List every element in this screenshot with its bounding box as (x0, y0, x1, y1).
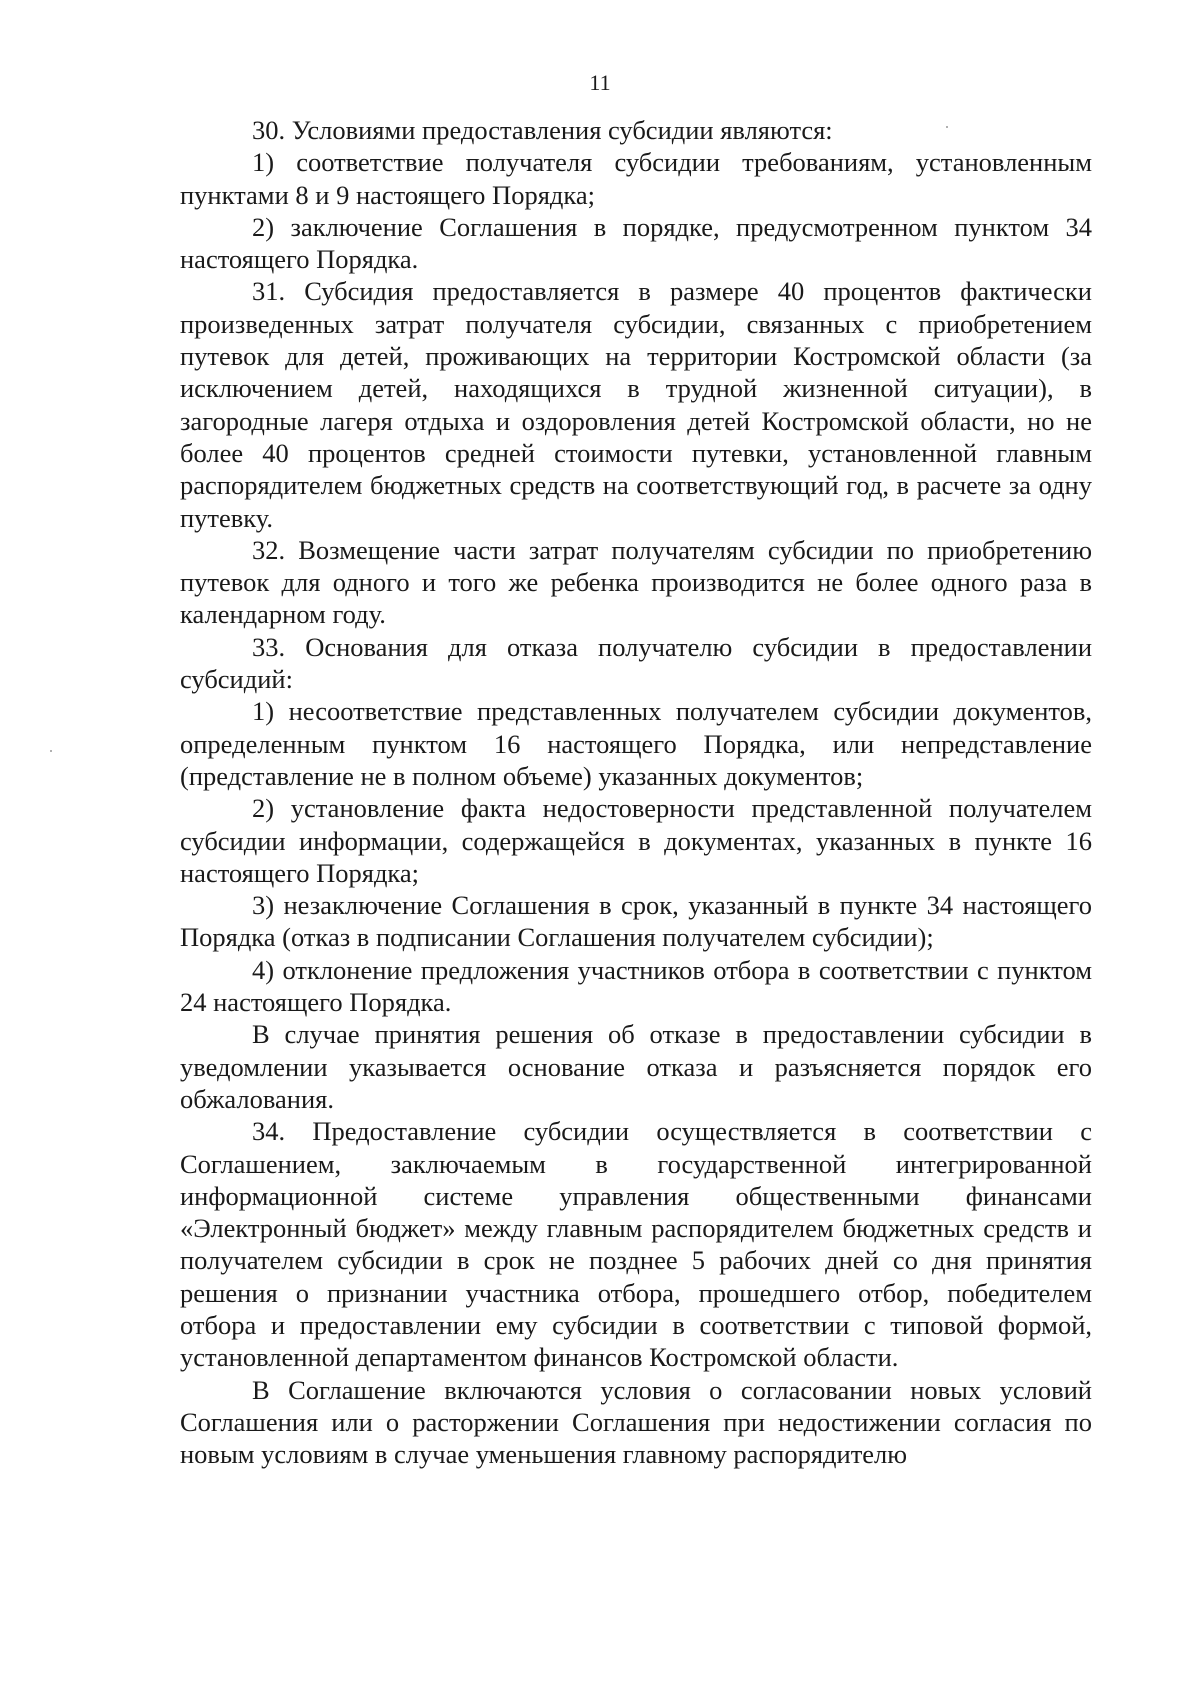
paragraph-refusal-notice: В случае принятия решения об отказе в предоставлении субсидии в уведомлении указывается основание отказа и разъясняется порядок его обжалования. (180, 1019, 1092, 1114)
paragraph-33-item-2: 2) установление факта недостоверности представленной получателем субсидии информации, содержащейся в документах, указанных в пункте 16 настоящего Порядка; (180, 793, 1092, 888)
paragraph-33-item-1: 1) несоответствие представленных получателем субсидии документов, определенным пунктом 16 настоящего Порядка, или непредставление (представление не в полном объеме) указанных документов; (180, 696, 1092, 791)
document-body (180, 114, 1092, 1470)
scan-speck (946, 126, 948, 128)
paragraph-33-intro: 33. Основания для отказа получателю субсидии в предоставлении субсидий: (180, 631, 1092, 695)
paragraph-34: 34. Предоставление субсидии осуществляется в соответствии с Соглашением, заключаемым в государственной интегрированной информационной системе управления общественными финансами «Электронный бюджет» между главным распорядителем бюджетных средств и получателем субсидии в срок не позднее 5 рабочих дней со дня принятия решения о признании участника отбора, прошедшего отбор, победителем отбора и предоставлении ему субсидии в соответствии с типовой формой, установленной департаментом финансов Костромской области. (180, 1116, 1092, 1373)
paragraph-agreement-terms: В Соглашение включаются условия о согласовании новых условий Соглашения или о расторжении Соглашения при недостижении согласия по новым условиям в случае уменьшения главному распорядителю (180, 1374, 1092, 1470)
scan-speck (50, 750, 52, 752)
paragraph-30-item-2: 2) заключение Соглашения в порядке, предусмотренном пунктом 34 настоящего Порядка. (180, 211, 1092, 275)
page-number: 11 (589, 70, 611, 95)
paragraph-30-item-1: 1) соответствие получателя субсидии требованиям, установленным пунктами 8 и 9 настоящего Порядка; (180, 147, 1092, 210)
paragraph-31: 31. Субсидия предоставляется в размере 40 процентов фактически произведенных затрат получателя субсидии, связанных с приобретением путевок для детей, проживающих на территории Костромской области (за исключением детей, находящихся в трудной жизненной ситуации), в загородные лагеря отдыха и оздоровления детей Костромской области, но не более 40 процентов средней стоимости путевки, установленной главным распорядителем бюджетных средств на соответствующий год, в расчете за одну путевку. (180, 276, 1092, 533)
paragraph-32: 32. Возмещение части затрат получателям субсидии по приобретению путевок для одного и того же ребенка производится не более одного раза в календарном году. (180, 534, 1092, 630)
paragraph-30-intro: 30. Условиями предоставления субсидии являются: (252, 115, 833, 145)
paragraph-33-item-4: 4) отклонение предложения участников отбора в соответствии с пунктом 24 настоящего Порядка. (180, 954, 1092, 1018)
paragraph-33-item-3: 3) незаключение Соглашения в срок, указанный в пункте 34 настоящего Порядка (отказ в подписании Соглашения получателем субсидии); (180, 890, 1092, 953)
